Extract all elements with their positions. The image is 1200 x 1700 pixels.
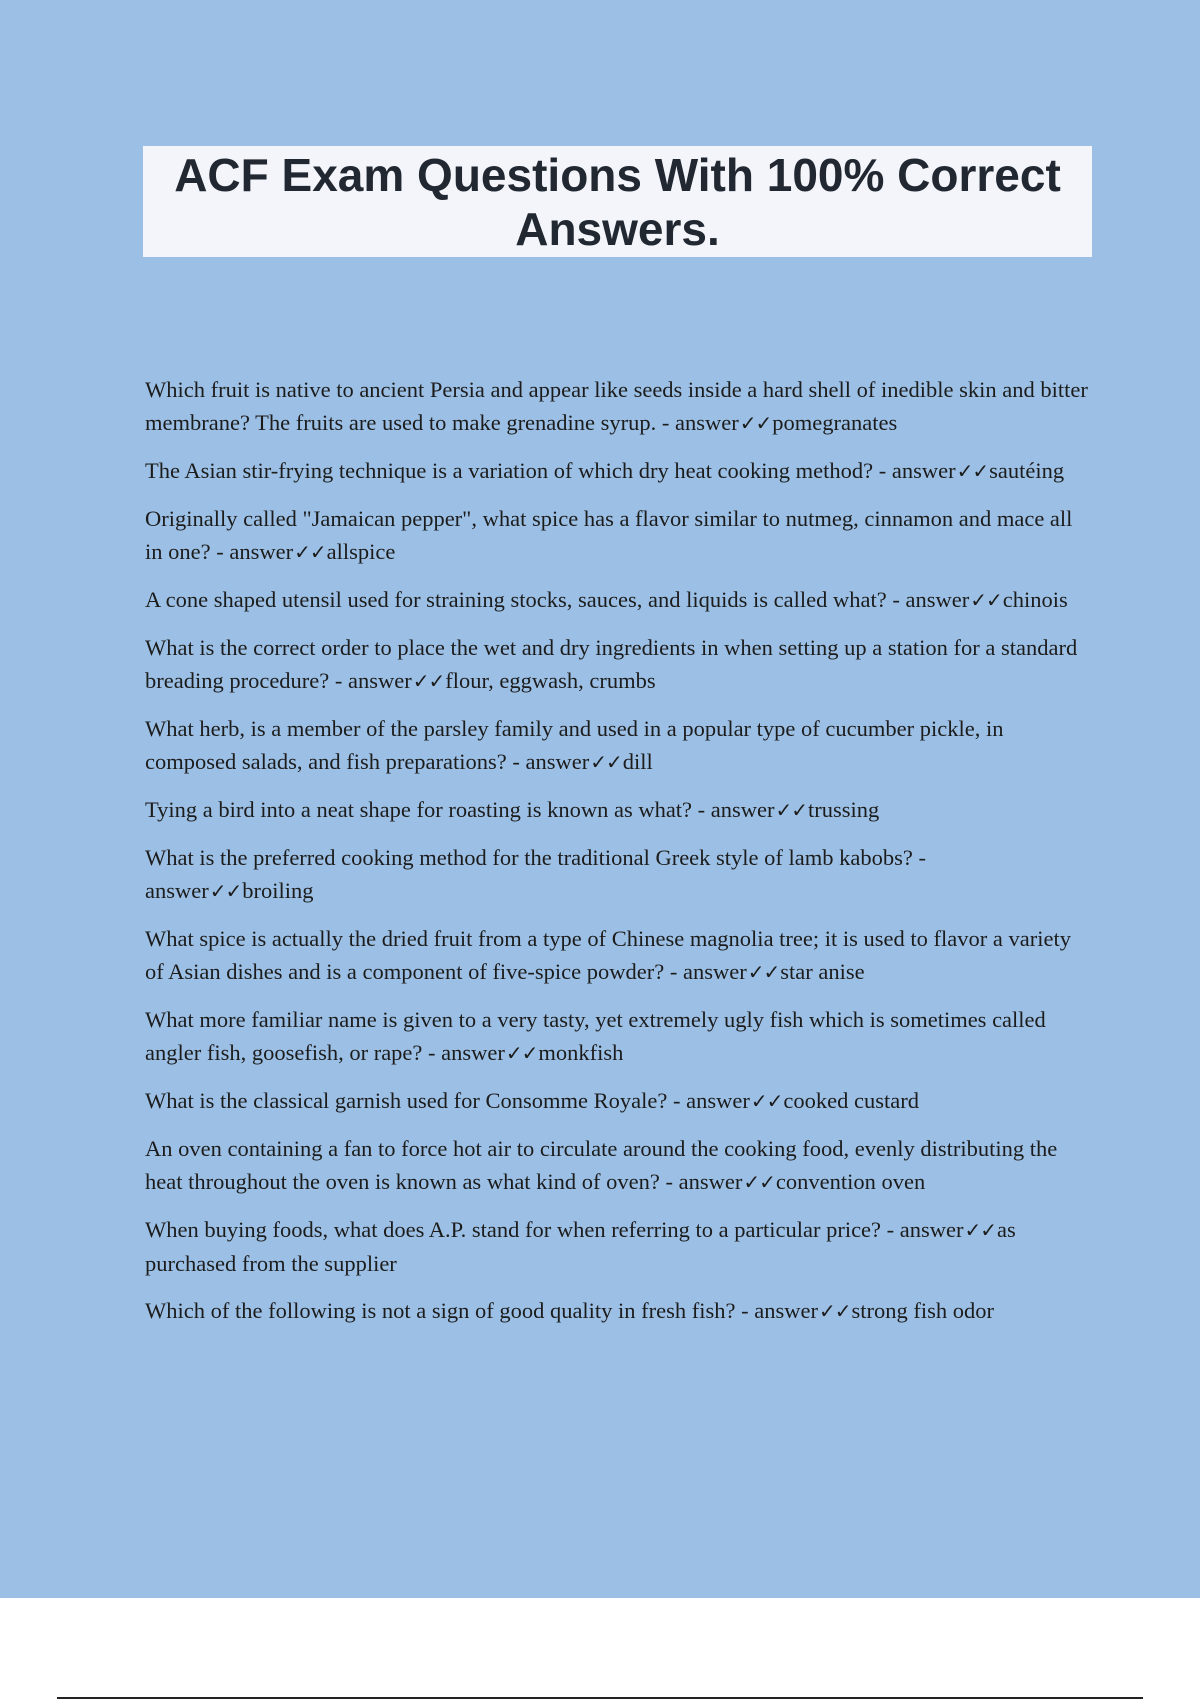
check-marks-icon: ✓✓ (590, 750, 622, 774)
question-text: Which of the following is not a sign of good quality in fresh fish? (145, 1298, 736, 1323)
answer-label: answer (145, 878, 209, 903)
answer-label: answer (525, 749, 590, 774)
answer-text: as purchased from the supplier (145, 1217, 1016, 1276)
answer-separator: - (659, 1169, 679, 1194)
answer-separator: - (735, 1298, 755, 1323)
qa-item (145, 1213, 1095, 1280)
question-text: A cone shaped utensil used for straining stocks, sauces, and liquids is called what? (145, 587, 887, 612)
question-text: What is the preferred cooking method for the traditional Greek style of lamb kabobs? (145, 845, 913, 870)
check-marks-icon: ✓✓ (412, 669, 445, 693)
answer-label: answer (754, 1298, 819, 1323)
answer-label: answer (441, 1040, 505, 1065)
qa-item (145, 373, 1095, 440)
question-text: What is the classical garnish used for Consomme Royale? (145, 1088, 668, 1113)
check-marks-icon: ✓✓ (739, 411, 772, 435)
answer-separator: - (422, 1040, 442, 1065)
answer-text: pomegranates (772, 410, 898, 435)
answer-label: answer (710, 797, 775, 822)
qa-item (145, 502, 1095, 569)
check-marks-icon: ✓✓ (819, 1299, 851, 1323)
answer-text: trussing (808, 797, 880, 822)
answer-label: answer (905, 587, 970, 612)
qa-item (145, 631, 1095, 698)
qa-item (145, 712, 1095, 779)
check-marks-icon: ✓✓ (747, 960, 780, 984)
qa-item (145, 1294, 1095, 1328)
answer-label: answer (899, 1217, 964, 1242)
answer-label: answer (229, 539, 294, 564)
answer-label: answer (348, 668, 412, 693)
answer-text: strong fish odor (851, 1298, 995, 1323)
question-text: When buying foods, what does A.P. stand for when referring to a particular price? (145, 1217, 882, 1242)
answer-text: broiling (242, 878, 314, 903)
answer-separator: - (692, 797, 711, 822)
answer-separator: - (210, 539, 230, 564)
answer-text: chinois (1002, 587, 1068, 612)
answer-text: allspice (326, 539, 396, 564)
answer-separator: - (912, 845, 926, 870)
question-text: Originally called "Jamaican pepper", what spice has a flavor similar to nutmeg, cinnamon and mace all in one? (145, 506, 1073, 564)
question-text: What spice is actually the dried fruit from a type of Chinese magnolia tree; it is used to flavor a variety of Asian dishes and is a component of five-spice powder? (145, 926, 1071, 984)
question-text: What is the correct order to place the wet and dry ingredients in when setting up a station for a standard breading procedure? (145, 635, 1078, 693)
question-answer-list (145, 373, 1095, 1342)
question-text: What more familiar name is given to a very tasty, yet extremely ugly fish which is sometimes called angler fish, goosefish, or rape? (145, 1007, 1046, 1065)
answer-label: answer (678, 1169, 743, 1194)
answer-separator: - (873, 458, 892, 483)
qa-item (145, 841, 1095, 908)
question-text: Tying a bird into a neat shape for roasting is known as what? (145, 797, 693, 822)
check-marks-icon: ✓✓ (505, 1041, 538, 1065)
answer-label: answer (891, 458, 956, 483)
check-marks-icon: ✓✓ (294, 540, 326, 564)
check-marks-icon: ✓✓ (970, 588, 1002, 612)
answer-text: convention oven (775, 1169, 926, 1194)
check-marks-icon: ✓✓ (775, 798, 808, 822)
answer-separator: - (886, 587, 906, 612)
answer-text: dill (622, 749, 653, 774)
check-marks-icon: ✓✓ (750, 1089, 783, 1113)
check-marks-icon: ✓✓ (964, 1218, 997, 1242)
answer-text: monkfish (538, 1040, 624, 1065)
check-marks-icon: ✓✓ (956, 459, 989, 483)
answer-label: answer (686, 1088, 750, 1113)
answer-separator: - (664, 959, 683, 984)
answer-separator: - (656, 410, 676, 435)
question-text: An oven containing a fan to force hot air to circulate around the cooking food, evenly distributing the heat throughout the oven is known as what kind of oven? (145, 1136, 1058, 1194)
check-marks-icon: ✓✓ (209, 879, 242, 903)
answer-label: answer (675, 410, 739, 435)
qa-item (145, 583, 1095, 617)
qa-item (145, 454, 1095, 488)
qa-item (145, 1003, 1095, 1070)
answer-separator: - (667, 1088, 687, 1113)
check-marks-icon: ✓✓ (743, 1170, 775, 1194)
answer-label: answer (683, 959, 747, 984)
answer-text: flour, eggwash, crumbs (445, 668, 656, 693)
answer-separator: - (506, 749, 526, 774)
footer-divider (57, 1697, 1143, 1699)
question-text: Which fruit is native to ancient Persia and appear like seeds inside a hard shell of inedible skin and bitter membrane? The fruits are used to make grenadine syrup. (145, 377, 1088, 435)
answer-text: cooked custard (783, 1088, 919, 1113)
title-banner (143, 146, 1092, 257)
answer-text: star anise (780, 959, 865, 984)
document-title: ACF Exam Questions With 100% Correct Answers. (174, 148, 1061, 255)
qa-item (145, 1084, 1095, 1118)
answer-separator: - (881, 1217, 900, 1242)
qa-item (145, 922, 1095, 989)
answer-separator: - (329, 668, 349, 693)
qa-item (145, 1132, 1095, 1199)
answer-text: sautéing (989, 458, 1065, 483)
question-text: The Asian stir-frying technique is a variation of which dry heat cooking method? (145, 458, 874, 483)
qa-item (145, 793, 1095, 827)
question-text: What herb, is a member of the parsley family and used in a popular type of cucumber pickle, in composed salads, and fish preparations? (145, 716, 1004, 774)
